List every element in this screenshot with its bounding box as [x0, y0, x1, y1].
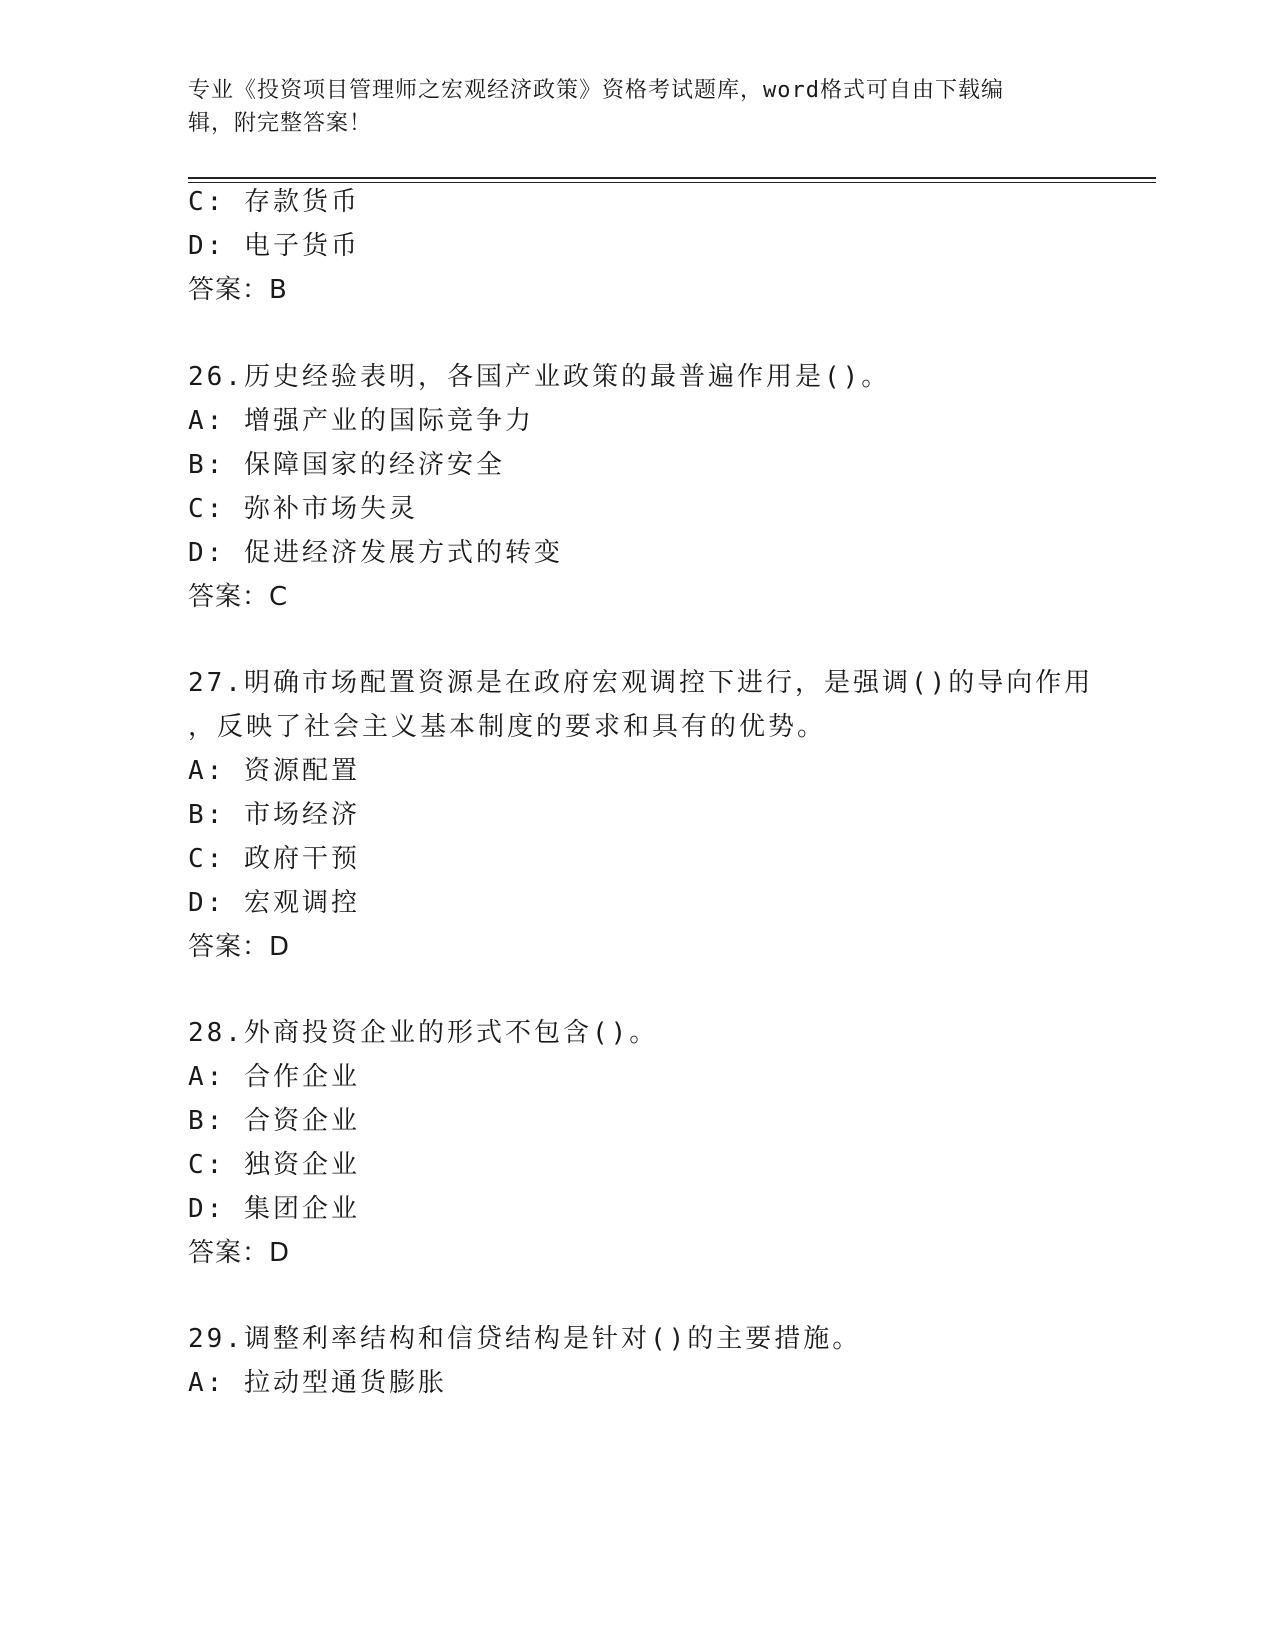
q27-option-b: B: 市场经济 [188, 800, 360, 830]
q28-option-c: C: 独资企业 [188, 1150, 360, 1180]
q26-option-c: C: 弥补市场失灵 [188, 494, 418, 524]
document-header [188, 74, 1088, 140]
q26-option-b: B: 保障国家的经济安全 [188, 450, 505, 480]
prev-option-d: D: 电子货币 [188, 231, 360, 261]
q27-answer: 答案：D [188, 932, 291, 962]
question-27-line-2: ，反映了社会主义基本制度的要求和具有的优势。 [188, 712, 827, 742]
header-line-1: 专业《投资项目管理师之宏观经济政策》资格考试题库，word格式可自由下载编 [188, 78, 1004, 103]
prev-answer: 答案：B [188, 275, 288, 305]
q27-option-a: A: 资源配置 [188, 756, 360, 786]
q26-answer: 答案：C [188, 582, 289, 612]
q27-option-d: D: 宏观调控 [188, 888, 360, 918]
q29-option-a: A: 拉动型通货膨胀 [188, 1368, 447, 1398]
question-28: 28.外商投资企业的形式不包含()。 [188, 1018, 659, 1048]
q26-option-d: D: 促进经济发展方式的转变 [188, 538, 563, 568]
q28-option-b: B: 合资企业 [188, 1106, 360, 1136]
question-26: 26.历史经验表明，各国产业政策的最普遍作用是()。 [188, 362, 891, 392]
q28-option-d: D: 集团企业 [188, 1194, 360, 1224]
prev-option-c: C: 存款货币 [188, 187, 360, 217]
header-line-2: 辑，附完整答案！ [188, 111, 373, 136]
header-divider-thin [188, 182, 1156, 183]
q26-option-a: A: 增强产业的国际竞争力 [188, 406, 534, 436]
q28-option-a: A: 合作企业 [188, 1062, 360, 1092]
question-29: 29.调整利率结构和信贷结构是针对()的主要措施。 [188, 1324, 862, 1354]
q27-option-c: C: 政府干预 [188, 844, 360, 874]
q28-answer: 答案：D [188, 1238, 291, 1268]
question-27-line-1: 27.明确市场配置资源是在政府宏观调控下进行，是强调()的导向作用 [188, 668, 1094, 698]
header-divider [188, 177, 1156, 179]
